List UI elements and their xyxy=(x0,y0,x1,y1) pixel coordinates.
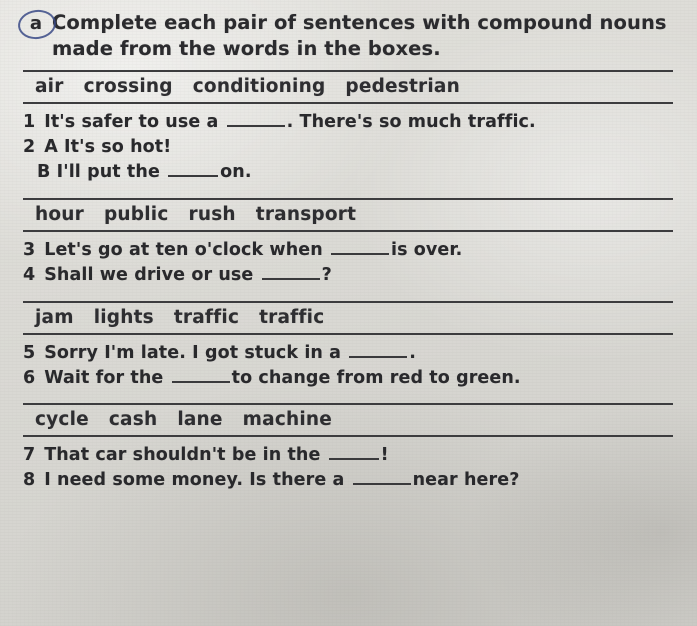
word-chip: lights xyxy=(93,306,154,328)
word-chip: hour xyxy=(35,204,84,225)
question-item xyxy=(23,160,689,185)
question-block-3 xyxy=(23,341,689,395)
question-item xyxy=(23,135,689,160)
question-text-post: on. xyxy=(220,162,252,183)
question-text-pre: It's safer to use a xyxy=(44,112,219,133)
question-number: 8 xyxy=(23,470,36,491)
exercise-instruction: Complete each pair of sentences with compound nouns made from the words in the boxes. xyxy=(52,11,667,60)
question-item xyxy=(23,366,689,391)
word-chip: rush xyxy=(188,204,236,225)
word-chip: crossing xyxy=(83,76,173,98)
word-chip: traffic xyxy=(259,306,325,328)
word-chip: air xyxy=(35,76,64,98)
question-number: 7 xyxy=(23,445,36,466)
question-text-post: to change from red to green. xyxy=(231,367,521,388)
answer-blank[interactable] xyxy=(349,341,407,358)
question-item xyxy=(23,263,689,288)
question-number: 5 xyxy=(23,342,36,363)
word-chip: transport xyxy=(255,204,357,225)
question-text-pre: That car shouldn't be in the xyxy=(44,445,321,466)
question-text-pre: Sorry I'm late. I got stuck in a xyxy=(44,342,342,363)
question-number: 4 xyxy=(23,264,36,285)
question-item xyxy=(23,238,689,263)
question-block-4 xyxy=(23,443,689,497)
question-text-pre: Let's go at ten o'clock when xyxy=(44,240,323,260)
exercise-heading xyxy=(10,10,689,61)
question-number: 2 xyxy=(23,137,36,158)
answer-blank[interactable] xyxy=(353,468,411,485)
word-chip: lane xyxy=(177,409,223,431)
answer-blank[interactable] xyxy=(329,444,379,461)
question-item xyxy=(23,341,689,366)
question-text-post: near here? xyxy=(412,470,520,491)
question-block-2 xyxy=(23,238,689,292)
answer-blank[interactable] xyxy=(168,160,218,177)
question-text-post: ! xyxy=(380,445,389,466)
answer-blank[interactable] xyxy=(172,366,230,383)
answer-blank[interactable] xyxy=(331,238,389,255)
question-text-pre: B I'll put the xyxy=(37,162,160,183)
word-list-4 xyxy=(23,409,673,430)
word-box-4 xyxy=(23,403,673,437)
word-box-3 xyxy=(23,301,673,335)
word-list-1 xyxy=(23,76,673,97)
word-chip: traffic xyxy=(173,306,240,328)
answer-blank[interactable] xyxy=(227,111,285,128)
question-text-post: . There's so much traffic. xyxy=(286,112,536,133)
word-list-2 xyxy=(23,204,673,225)
question-item xyxy=(23,110,689,135)
question-text-pre: A It's so hot! xyxy=(44,137,172,158)
question-item xyxy=(23,468,689,493)
question-item xyxy=(23,443,689,468)
answer-blank[interactable] xyxy=(262,263,320,280)
question-text-pre: Wait for the xyxy=(44,367,164,388)
word-chip: machine xyxy=(242,409,333,431)
word-chip: pedestrian xyxy=(345,76,460,98)
word-list-3 xyxy=(23,307,673,328)
word-chip: conditioning xyxy=(192,76,326,98)
question-number: 6 xyxy=(23,367,36,388)
word-chip: cash xyxy=(108,409,158,431)
exercise-letter-badge: a xyxy=(18,10,54,37)
word-box-2 xyxy=(23,198,673,232)
question-text-pre: I need some money. Is there a xyxy=(44,470,345,491)
question-text-post: . xyxy=(409,342,417,363)
word-chip: jam xyxy=(35,306,74,328)
question-text-post: is over. xyxy=(391,240,463,260)
word-box-1 xyxy=(23,70,673,104)
question-block-1 xyxy=(23,110,689,189)
question-number: 3 xyxy=(23,240,36,260)
question-text-post: ? xyxy=(321,264,332,285)
question-text-pre: Shall we drive or use xyxy=(44,264,254,285)
question-number: 1 xyxy=(23,112,36,133)
word-chip: public xyxy=(103,204,169,225)
word-chip: cycle xyxy=(35,409,89,431)
